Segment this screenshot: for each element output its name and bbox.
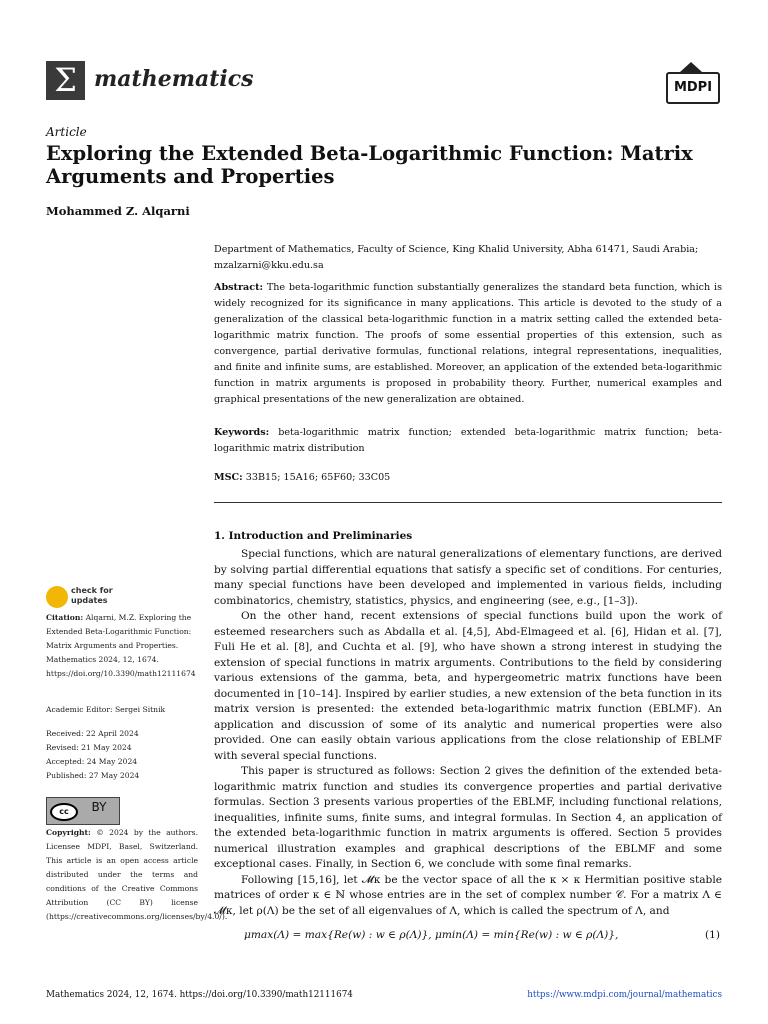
author-name: Mohammed Z. Alqarni	[46, 204, 190, 218]
by-icon: BY	[91, 800, 107, 814]
copyright	[46, 826, 228, 924]
published-date: Published: 27 May 2024	[46, 771, 140, 780]
footer-journal-link[interactable]: https://www.mdpi.com/journal/mathematics	[527, 990, 722, 1000]
keywords-label: Keywords:	[214, 427, 270, 438]
article-type: Article	[46, 125, 87, 139]
journal-logo: Σ	[46, 61, 85, 100]
received-date: Received: 22 April 2024	[46, 729, 139, 738]
body-text	[214, 547, 722, 919]
cc-icon: cc	[50, 803, 78, 821]
abstract	[214, 280, 722, 408]
paragraph: On the other hand, recent extensions of special functions build upon the work of esteemed researchers such as Abdalla et al. [4,5], Abd-Elmageed et al. [6], Hidan et al. [7], Fuli He et al. [8], and Cuchta et al. [9], who have shown a strong interest in studying the extension of special functions in matrix arguments. Contributions to the field by considering various extensions of the gamma, beta, and hypergeometric matrix functions have been documented in [10–14]. Inspired by earlier studies, a new extension of the beta function in its matrix version is presented: the extended beta-logarithmic matrix function (EBLMF). An application and discussion of some of its analytic and numerical properties were also provided. One can easily obtain various applications from the close relationship of EBLMF with several special functions.	[214, 610, 722, 762]
paragraph: Following [15,16], let 𝓜κ be the vector space of all the κ × κ Hermitian positive stable matrices of order κ ∈ ℕ whose entries are in the set of complex number 𝒞. For a matrix Λ ∈ 𝓜κ, let ρ(Λ) be the set of all eigenvalues of Λ, which is called the spectrum of Λ, and	[214, 873, 722, 917]
article-title: Exploring the Extended Beta-Logarithmic Function: Matrix Arguments and Properties	[46, 142, 693, 188]
accepted-date: Accepted: 24 May 2024	[46, 757, 138, 766]
citation-label: Citation:	[46, 613, 84, 622]
citation-text: Alqarni, M.Z. Exploring the Extended Beta-Logarithmic Function: Matrix Arguments and Properties. Mathematics 2024, 12, 1674. https://doi.org/10.3390/math12111674	[46, 613, 196, 678]
msc-text: 33B15; 15A16; 65F60; 33C05	[245, 472, 391, 483]
divider	[214, 502, 722, 503]
check-updates-line2: updates	[71, 596, 108, 605]
publisher-logo: MDPI	[666, 72, 720, 104]
copyright-text: © 2024 by the authors. Licensee MDPI, Basel, Switzerland. This article is an open access article distributed under the terms and conditions of the Creative Commons Attribution (CC BY) license (https://creativecommons.org/licenses/by/4.0/).	[46, 828, 228, 921]
keywords	[214, 425, 722, 457]
abstract-text: The beta-logarithmic function substantially generalizes the standard beta function, which is widely recognized for its significance in many applications. This article is devoted to the study of a generalization of the classical beta-logarithmic function in a matrix setting called the extended beta-logarithmic matrix function. The proofs of some essential properties of this extension, such as convergence, partial derivative formulas, functional relations, integral representations, inequalities, and finite and infinite sums, are established. Moreover, an application of the extended beta-logarithmic function in matrix arguments is proposed in probability theory. Further, numerical examples and graphical presentations of the new generalization are obtained.	[214, 282, 722, 405]
msc-label: MSC:	[214, 472, 243, 483]
keywords-text: beta-logarithmic matrix function; extended beta-logarithmic matrix function; beta-logarithmic matrix distribution	[214, 427, 722, 454]
abstract-label: Abstract:	[214, 282, 264, 293]
check-updates-link[interactable]	[71, 586, 113, 606]
equation-number: (1)	[705, 929, 721, 941]
mdpi-logo-mark	[680, 62, 702, 72]
check-updates-line1: check for	[71, 586, 113, 595]
journal-name: mathematics	[94, 66, 254, 92]
footer-citation: Mathematics 2024, 12, 1674. https://doi.org/10.3390/math12111674	[46, 990, 353, 1000]
section-heading: 1. Introduction and Preliminaries	[214, 530, 413, 542]
paragraph: This paper is structured as follows: Section 2 gives the definition of the extended beta-logarithmic matrix function and studies its convergence properties and partial derivative formulas. Section 3 presents various properties of the EBLMF, including functional relations, inequalities, infinite sums, finite sums, and integral formulas. In Section 4, an application of the extended beta-logarithmic function in matrix arguments is offered. Section 5 provides numerical illustration examples and graphical descriptions of the EBLMF and some exceptional cases. Finally, in Section 6, we conclude with some final remarks.	[214, 765, 722, 870]
paragraph: Special functions, which are natural generalizations of elementary functions, are derived by solving partial differential equations that satisfy a specific set of conditions. For centuries, many special functions have been developed and implemented in various fields, including combinatorics, chemistry, statistics, physics, and engineering (see, e.g., [1–3]).	[214, 548, 722, 607]
affiliation: Department of Mathematics, Faculty of Science, King Khalid University, Abha 61471, Saudi Arabia; mzalzarni@kku.edu.sa	[214, 244, 699, 271]
citation	[46, 611, 198, 681]
copyright-label: Copyright:	[46, 828, 91, 837]
check-updates-icon[interactable]	[46, 586, 68, 608]
equation: μmax(Λ) = max{Re(w) : w ∈ ρ(Λ)}, μmin(Λ) = min{Re(w) : w ∈ ρ(Λ)},	[244, 929, 619, 941]
academic-editor: Academic Editor: Sergei Sitnik	[46, 705, 166, 714]
revised-date: Revised: 21 May 2024	[46, 743, 132, 752]
msc	[214, 470, 722, 486]
